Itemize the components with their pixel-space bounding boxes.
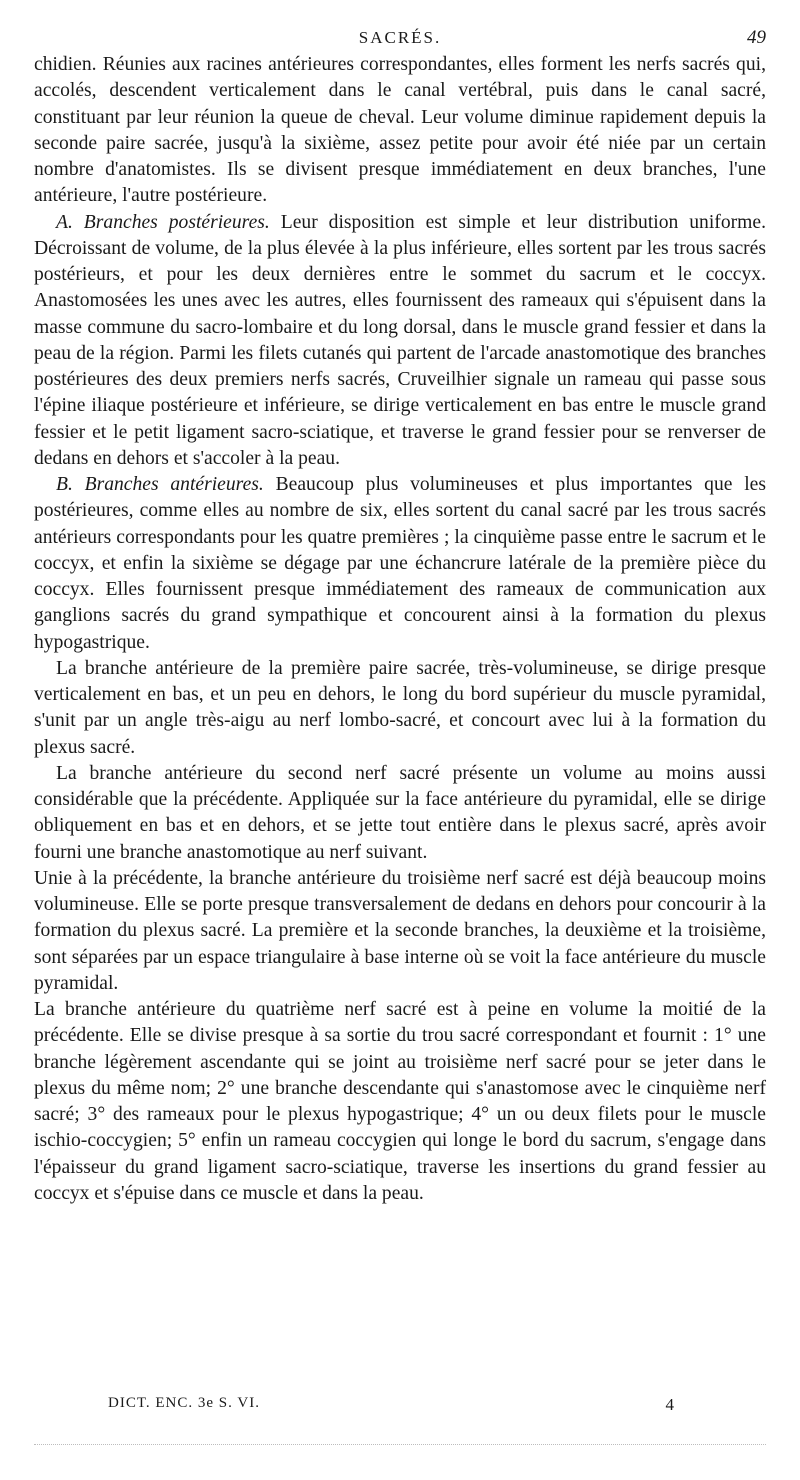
paragraph-text: chidien. Réunies aux racines antérieures correspondantes, elles forment les nerfs sacrés qui, accolés, descendent verticalement dans le canal vertébral, puis dans le canal sacré, constituant par leur réunion la queue de cheval. Leur volume diminue rapidement depuis la seconde paire sacrée, jusqu'à la sixième, assez petite pour avoir été niée par un certain nombre d'anatomistes. Ils se divisent presque immédiatement en deux branches, l'une antérieure, l'autre postérieure.: [34, 54, 766, 207]
paragraph-second-nerf: [34, 761, 766, 866]
paragraph-troisieme-nerf: [34, 866, 766, 997]
paragraph-premiere-paire: [34, 656, 766, 761]
paragraph-text: La branche antérieure du second nerf sacré présente un volume au moins aussi considérable que la précédente. Appliquée sur la face antérieure du pyramidal, elle se dirige obliquement en bas et en dehors, et se jette tout entière dans le plexus sacré, après avoir fourni une branche anastomotique au nerf suivant.: [34, 762, 766, 863]
printer-signature: DICT. ENC. 3e S. VI.: [108, 1395, 260, 1411]
paragraph-text: La branche antérieure du quatrième nerf sacré est à peine en volume la moitié de la précédente. Elle se divise presque à sa sortie du trou sacré correspondant et fournit : 1° une branche légèrement ascendante qui se joint au troisième nerf sacré pour se jeter dans le plexus du même nom; 2° une branche descendante qui s'anastomose avec le cinquième nerf sacré; 3° des rameaux pour le plexus hypogastrique; 4° un ou deux filets pour le muscle ischio-coccygien; 5° enfin un rameau coccygien qui longe le bord du sacrum, s'engage dans l'épaisseur du grand ligament sacro-sciatique, traverse les insertions du grand fessier au coccyx et s'épuise dans ce muscle et dans la peau.: [34, 999, 766, 1204]
running-title: SACRÉS.: [358, 28, 442, 47]
body-text: [34, 52, 766, 1207]
paragraph-text: La branche antérieure de la première paire sacrée, très-volumineuse, se dirige presque verticalement en bas, et un peu en dehors, le long du bord supérieur du muscle pyramidal, s'unit par un angle très-aigu au nerf lombo-sacré, et concourt avec lui à la formation du plexus sacré.: [34, 657, 766, 758]
paragraph-1: [34, 52, 766, 210]
paragraph-branches-posterieures: [34, 210, 766, 473]
page-footer: [34, 1395, 766, 1419]
paragraph-branches-anterieures: [34, 472, 766, 656]
paragraph-text: Leur disposition est simple et leur distribution uniforme. Décroissant de volume, de la plus élevée à la plus inférieure, elles sortent par les trous sacrés postérieurs, et pour les deux dernières entre le sommet du sacrum et le coccyx. Anastomosées les unes avec les autres, elles fournissent des rameaux qui s'épuisent dans la masse commune du sacro-lombaire et du long dorsal, dans le muscle grand fessier et dans la peau de la région. Parmi les filets cutanés qui partent de l'arcade anastomotique des branches postérieures des deux premiers nerfs sacrés, Cruveilhier signale un rameau qui passe sous l'épine iliaque postérieure et inférieure, se dirige verticalement en bas entre le muscle grand fessier et le petit ligament sacro-sciatique, et traverse le grand fessier pour se renverser de dedans en dehors et s'accoler à la peau.: [34, 211, 766, 469]
signature-number: 4: [665, 1395, 674, 1414]
paragraph-text: Beaucoup plus volumineuses et plus importantes que les postérieures, comme elles au nombre de six, elles sortent du canal sacré par les trous sacrés antérieurs correspondants pour les quatre premières ; la cinquième passe entre le sacrum et le coccyx, et enfin la sixième se dégage par une échancrure latérale de la première pièce du coccyx. Elles fournissent presque immédiatement des rameaux de communication aux ganglions sacrés du grand sympathique et concourent ainsi à la formation du plexus hypogastrique.: [34, 474, 766, 653]
bottom-rule: [34, 1444, 766, 1445]
section-label: B. Branches antérieures.: [56, 474, 264, 495]
running-head: [34, 0, 766, 52]
section-label: A. Branches postérieures.: [56, 211, 270, 233]
page-number: 49: [747, 27, 766, 48]
document-page: [34, 0, 766, 1480]
paragraph-text: Unie à la précédente, la branche antérieure du troisième nerf sacré est déjà beaucoup moins volumineuse. Elle se porte presque transversalement de dedans en dehors pour concourir à la formation du plexus sacré. La première et la seconde branches, la deuxième et la troisième, sont séparées par un espace triangulaire à base interne où se voit la face antérieure du muscle pyramidal.: [34, 867, 766, 994]
paragraph-quatrieme-nerf: [34, 997, 766, 1207]
